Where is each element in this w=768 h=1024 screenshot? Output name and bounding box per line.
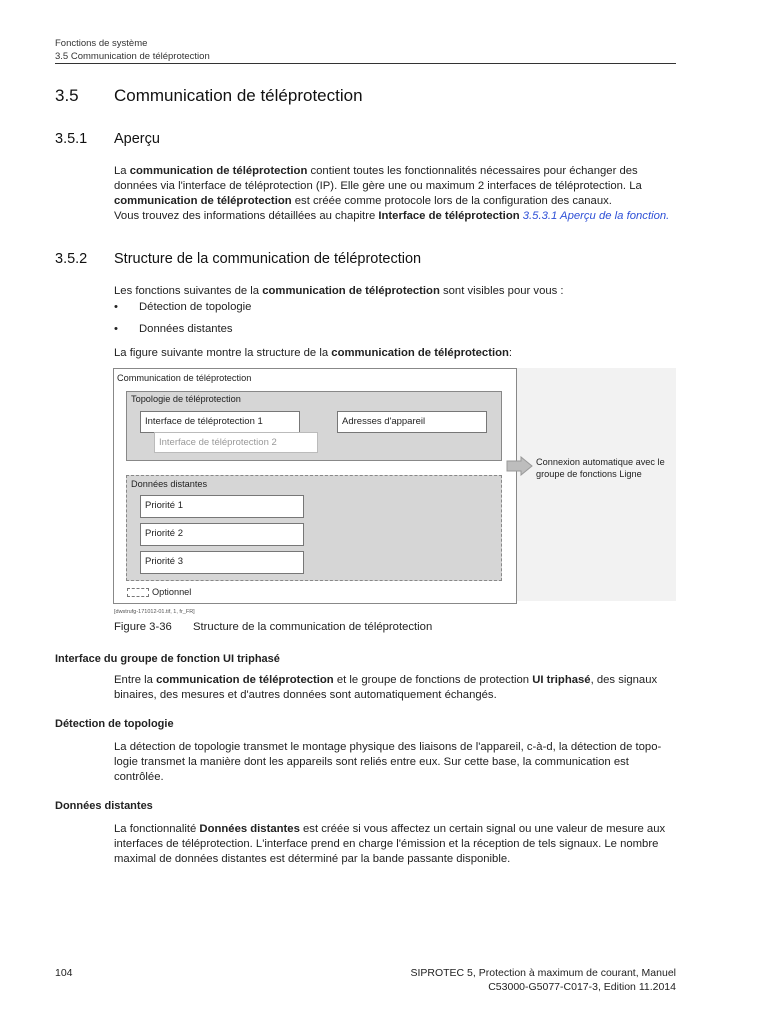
figure-side-background: [512, 368, 676, 601]
interface-2-box: Interface de téléprotection 2: [154, 432, 318, 453]
optional-legend-icon: [127, 588, 149, 597]
figure-file-id: [dwstrufg-171012-01.tif, 1, fr_FR]: [114, 609, 195, 615]
header-rule: [55, 63, 676, 64]
subsection-title: Aperçu: [114, 131, 160, 147]
figure-caption-text: Structure de la communication de téléprotection: [193, 621, 433, 633]
remote-data-paragraph: La fonctionnalité Données distantes est créée si vous affectez un certain signal ou une valeur de mesure aux interfaces de téléprotection. L'interface prend en charge l'émission et la réception de tels signaux. Le nombre maximal de données distantes est déterminé par la bande passante disponible.: [114, 823, 666, 865]
topology-paragraph: La détection de topologie transmet le montage physique des liaisons de l'appareil, c-à-d, la détection de topo- logie transmet la manière dont les appareils sont reliés entre eux. Sur cette base, la communication est contrôlée.: [114, 741, 662, 783]
running-header-section: 3.5 Communication de téléprotection: [55, 51, 210, 62]
running-header-chapter: Fonctions de système: [55, 38, 148, 49]
subsection-number: 3.5.2: [55, 251, 88, 267]
list-item-text: Détection de topologie: [139, 301, 252, 313]
priority-3-box: Priorité 3: [140, 551, 304, 574]
subsection-title: Structure de la communication de téléprotection: [114, 251, 422, 267]
chapter-link[interactable]: 3.5.3.1 Aperçu de la fonction: [522, 210, 667, 222]
overview-paragraph: La communication de téléprotection contient toutes les fonctionnalités nécessaires pour échanger des données via l'interface de téléprotection (IP). Elle gère une ou maximum 2 interfaces de téléprotection. La communication de téléprotection est créée comme protocole lors de la configuration des canaux. Vous trouvez des informations détaillées au chapitre Interface de téléprotection 3.5.3.1 Aperçu de la fonction.: [114, 165, 670, 222]
remote-data-label: Données distantes: [131, 479, 208, 489]
side-heading: Données distantes: [55, 800, 153, 812]
side-heading: Interface du groupe de fonction UI triphasé: [55, 653, 280, 665]
device-addresses-box: Adresses d'appareil: [337, 411, 487, 433]
figure-intro: La figure suivante montre la structure de la communication de téléprotection:: [114, 347, 513, 359]
list-item: •: [114, 301, 118, 313]
subsection-number: 3.5.1: [55, 131, 88, 147]
section-number: 3.5: [55, 86, 79, 105]
interface-1-box: Interface de téléprotection 1: [140, 411, 300, 433]
list-item: •: [114, 323, 118, 335]
figure-caption-number: Figure 3-36: [114, 621, 172, 633]
structure-intro: Les fonctions suivantes de la communication de téléprotection sont visibles pour vous :: [114, 285, 564, 297]
topology-label: Topologie de téléprotection: [131, 394, 241, 404]
ui-paragraph: Entre la communication de téléprotection et le groupe de fonctions de protection UI triphasé, des signaux binaires, des mesures et d'autres données sont automatiquement échangés.: [114, 674, 658, 701]
priority-1-box: Priorité 1: [140, 495, 304, 518]
connection-note: Connexion automatique avec le groupe de fonctions Ligne: [536, 457, 665, 479]
list-item-text: Données distantes: [139, 323, 233, 335]
figure-outer-label: Communication de téléprotection: [117, 373, 252, 383]
side-heading: Détection de topologie: [55, 718, 174, 730]
arrow-right-icon: [506, 456, 534, 476]
optional-legend-label: Optionnel: [152, 587, 192, 597]
footer-doc-info: SIPROTEC 5, Protection à maximum de courant, Manuel C53000-G5077-C017-3, Edition 11.2014: [410, 967, 676, 993]
page-number: 104: [55, 967, 73, 979]
priority-2-box: Priorité 2: [140, 523, 304, 546]
section-title: Communication de téléprotection: [114, 86, 363, 105]
